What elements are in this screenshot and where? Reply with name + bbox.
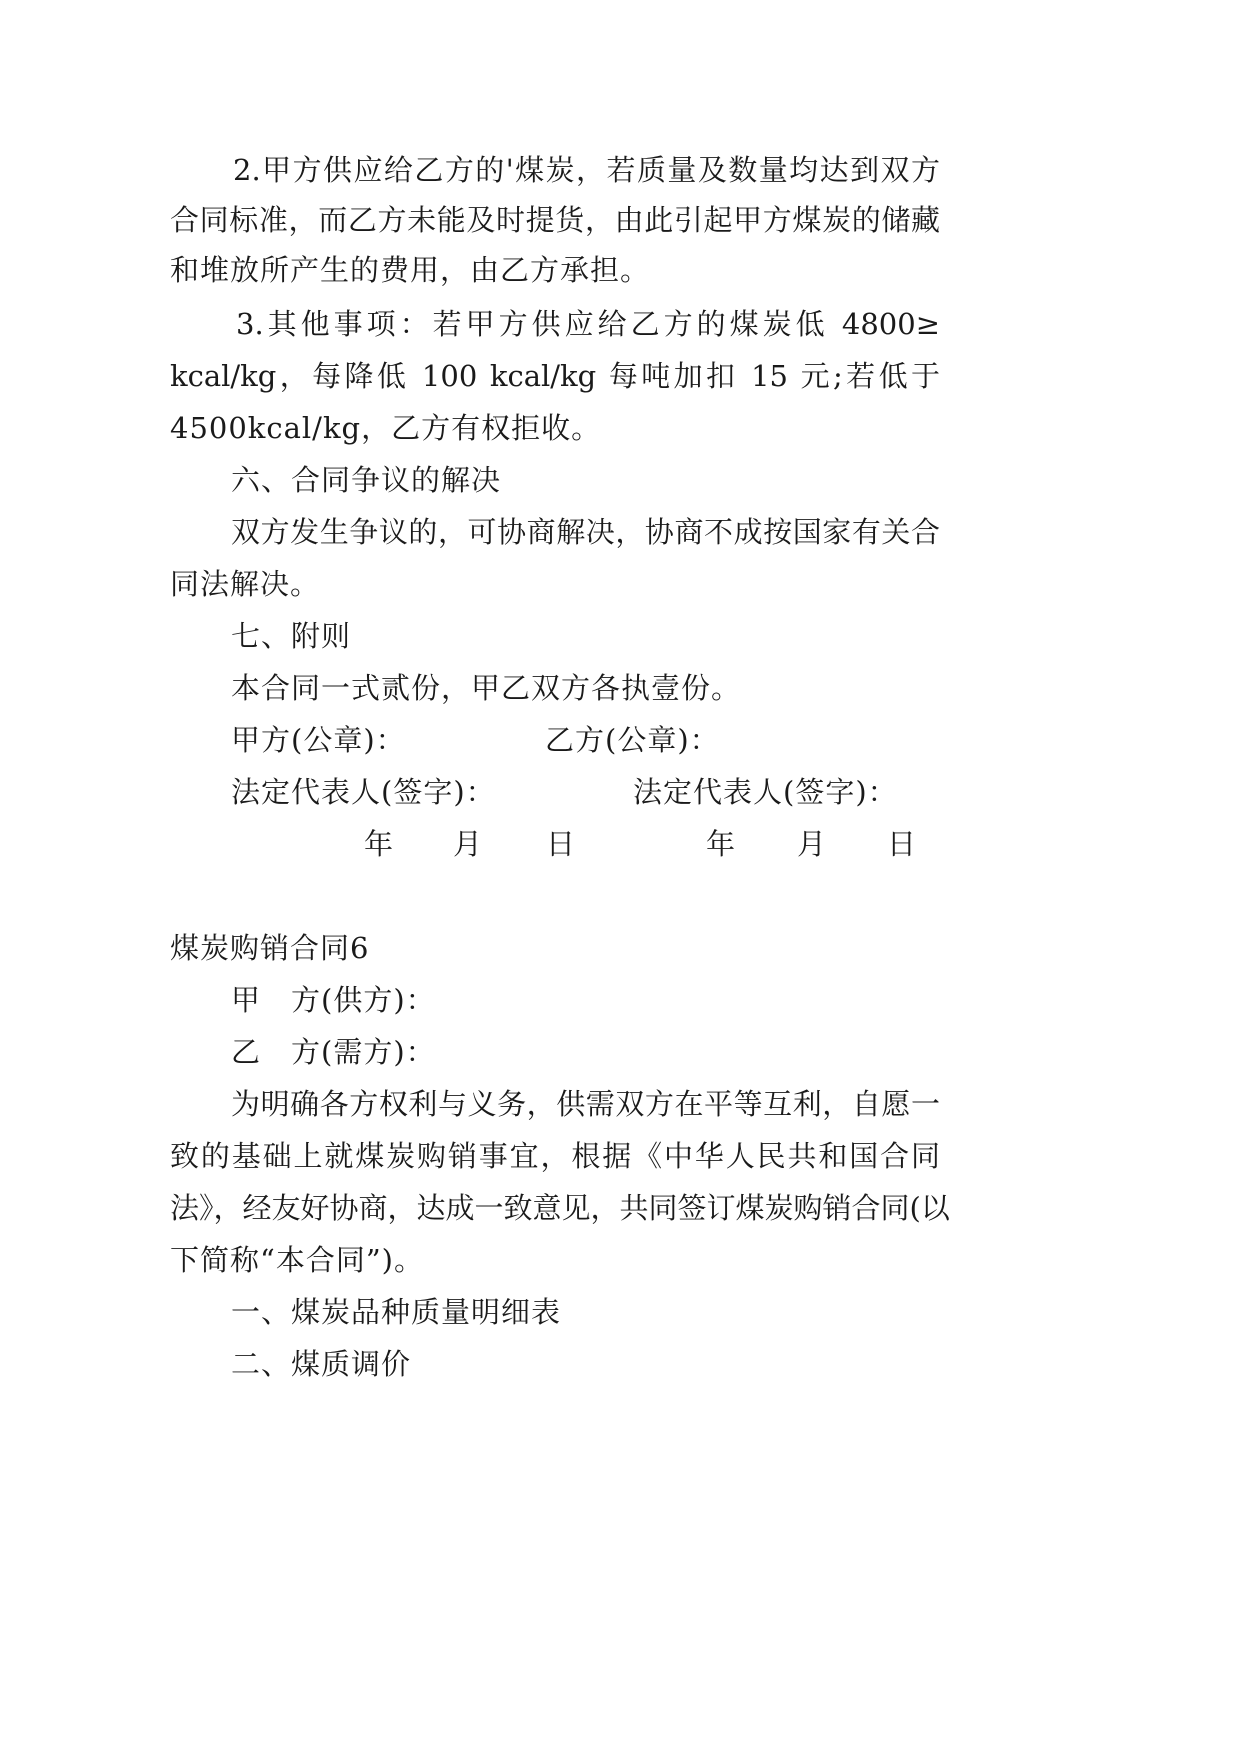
party-a-date-month: 月 — [453, 827, 484, 861]
section-6-body-line-2: 同法解决。 — [170, 567, 321, 601]
contract-6-party-b: 乙 方(需方)： — [231, 1035, 436, 1069]
party-a-date-year: 年 — [364, 827, 395, 861]
contract-6-title: 煤炭购销合同6 — [170, 931, 370, 965]
section-6-body-line-1: 双方发生争议的，可协商解决，协商不成按国家有关合 — [231, 515, 940, 549]
contract-6-section-2-heading: 二、煤质调价 — [231, 1347, 412, 1381]
contract-6-party-a: 甲 方(供方)： — [231, 983, 436, 1017]
party-a-rep-label: 法定代表人(签字)： — [231, 775, 496, 809]
section-6-heading: 六、合同争议的解决 — [231, 463, 502, 497]
party-b-date-month: 月 — [797, 827, 828, 861]
contract-6-preamble-line-2: 致的基础上就煤炭购销事宜，根据《中华人民共和国合同 — [170, 1139, 940, 1173]
section-7-heading: 七、附则 — [231, 619, 352, 653]
clause-3-line-2: kcal/kg，每降低 100 kcal/kg 每吨加扣 15 元;若低于 — [170, 359, 940, 393]
clause-2-line-3: 和堆放所产生的费用，由乙方承担。 — [170, 253, 651, 287]
party-b-seal-label: 乙方(公章)： — [545, 723, 720, 757]
party-b-rep-label: 法定代表人(签字)： — [633, 775, 898, 809]
section-7-body: 本合同一式贰份，甲乙双方各执壹份。 — [231, 671, 742, 705]
party-b-date-day: 日 — [887, 827, 918, 861]
contract-6-preamble-line-3: 法》，经友好协商，达成一致意见，共同签订煤炭购销合同(以 — [170, 1191, 950, 1225]
contract-6-preamble-line-1: 为明确各方权利与义务，供需双方在平等互利，自愿一 — [231, 1087, 940, 1121]
party-a-date-day: 日 — [546, 827, 577, 861]
contract-6-preamble-line-4: 下简称“本合同”)。 — [170, 1243, 424, 1277]
clause-3-line-3: 4500kcal/kg，乙方有权拒收。 — [170, 411, 602, 445]
clause-3-line-1: 3.其他事项：若甲方供应给乙方的煤炭低 4800≥ — [236, 307, 940, 341]
party-b-date-year: 年 — [706, 827, 737, 861]
party-a-seal-label: 甲方(公章)： — [231, 723, 406, 757]
clause-2-line-1: 2.甲方供应给乙方的'煤炭，若质量及数量均达到双方 — [233, 153, 940, 187]
clause-2-line-2: 合同标准，而乙方未能及时提货，由此引起甲方煤炭的储藏 — [170, 203, 940, 237]
contract-6-section-1-heading: 一、煤炭品种质量明细表 — [231, 1295, 562, 1329]
